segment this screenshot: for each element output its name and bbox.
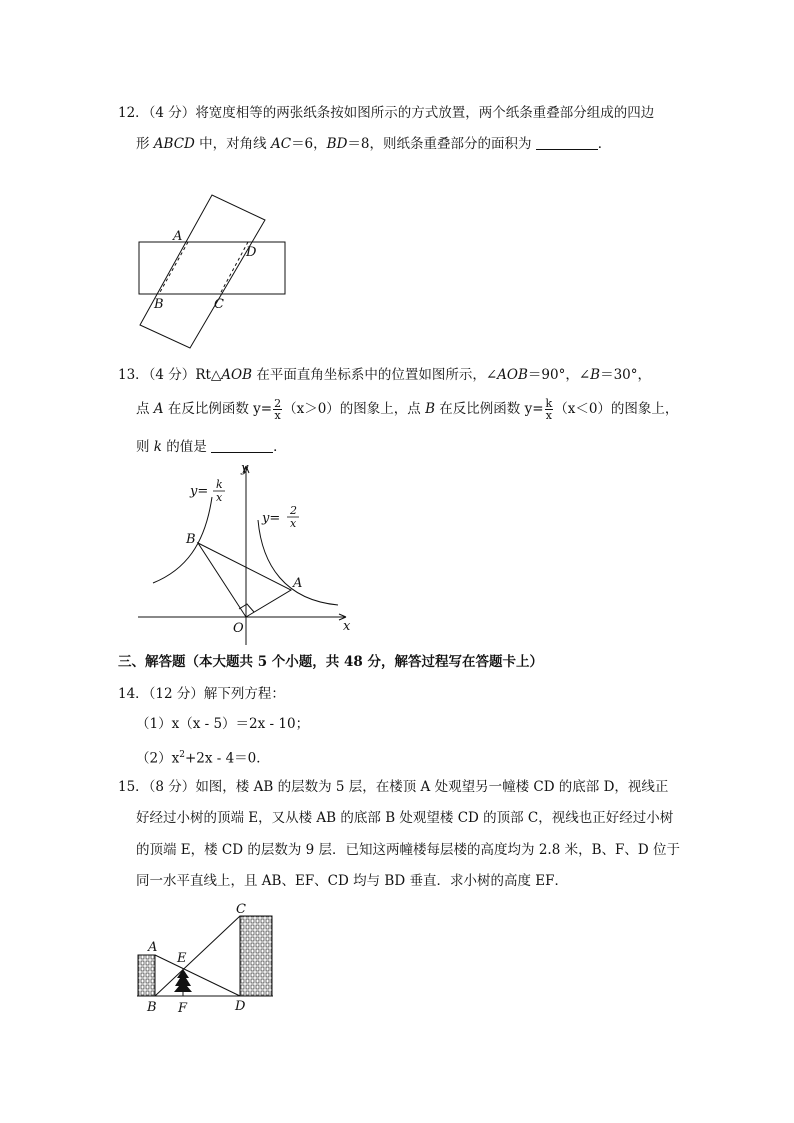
q13-x-axis-label: x <box>343 619 351 634</box>
q13-text: ＝30°， <box>600 367 652 383</box>
q14-part-1: （1）x（x - 5）＝2x - 10； <box>136 716 310 732</box>
q13-label-a: A <box>293 576 303 591</box>
q12-text: 中，对角线 <box>194 136 271 152</box>
q13-math: AOB <box>221 367 253 383</box>
frac-den: x <box>274 409 281 422</box>
q13-text: 在反比例函数 y= <box>435 401 544 417</box>
q12-label-a: A <box>173 229 183 244</box>
q14-text: +2x - 4＝0． <box>184 750 270 767</box>
q15-label-f: F <box>178 1001 188 1016</box>
q12-math: AC <box>270 136 292 152</box>
q14-exponent: 2 <box>179 750 185 760</box>
q13-text: （x＜0）的图象上， <box>554 401 679 417</box>
q13-eq1-den: x <box>216 491 223 504</box>
q12-text: ． <box>597 136 612 152</box>
q15-number: 15．（8 分） <box>118 779 196 795</box>
q13-text: 的值是 <box>161 439 212 455</box>
q15-label-c: C <box>236 902 246 917</box>
q15-label-b: B <box>147 1000 157 1015</box>
q13-math: B <box>425 401 435 417</box>
q12-text: 形 <box>136 136 154 152</box>
frac-den: x <box>545 409 552 422</box>
frac-num: 2 <box>274 397 282 410</box>
q15-line-4: 同一水平直线上，且 AB、EF、CD 均与 BD 垂直．求小树的高度 EF． <box>136 873 568 889</box>
q12-math: BD <box>326 136 348 152</box>
q15-line-2: 好经过小树的顶端 E，又从楼 AB 的底部 B 处观望楼 CD 的顶部 C，视线也正好经过小树 <box>136 810 674 826</box>
q13-text: ＝90°，∠ <box>527 367 591 383</box>
q13-text: 则 <box>136 439 154 455</box>
q13-y-axis-label: y <box>241 461 249 476</box>
q13-math: A <box>153 401 164 417</box>
q13-text: 在平面直角坐标系中的位置如图所示，∠ <box>252 367 498 383</box>
q12-text: ＝6， <box>291 136 327 152</box>
q12-text-1: 将宽度相等的两张纸条按如图所示的方式放置，两个纸条重叠部分组成的四边 <box>195 105 655 121</box>
q15-text: 如图，楼 AB 的层数为 5 层，在楼顶 A 处观望另一幢楼 CD 的底部 D，视线正 <box>195 779 669 795</box>
q13-eq1-lhs: y= <box>190 484 209 499</box>
q13-text: （x＞0）的图象上，点 <box>283 401 426 417</box>
q15-label-d: D <box>235 999 246 1014</box>
q13-text: 在反比例函数 y= <box>163 401 273 417</box>
q13-eq1-num: k <box>216 478 223 491</box>
q12-label-c: C <box>214 297 224 312</box>
q13-eq2-lhs: y= <box>262 511 281 526</box>
q13-text: Rt△ <box>195 367 222 383</box>
q12-math: ABCD <box>153 136 195 152</box>
q15-line-3: 的顶端 E，楼 CD 的层数为 9 层．已知这两幢楼每层楼的高度均为 2.8 米，B、F、D 位于 <box>136 842 681 858</box>
frac-num: k <box>545 397 553 410</box>
q12-text: ＝8，则纸条重叠部分的面积为 <box>347 136 536 152</box>
q13-label-o: O <box>233 621 244 636</box>
q13-eq2-den: x <box>290 517 297 530</box>
q13-text: 点 <box>136 401 154 417</box>
q12-label-d: D <box>246 245 257 260</box>
q13-number: 13．（4 分） <box>118 367 196 383</box>
q14-text: （2）x <box>136 750 180 767</box>
q15-label-a: A <box>148 940 158 955</box>
q15-label-e: E <box>177 951 187 966</box>
q13-math: k <box>153 439 162 455</box>
q13-text: ． <box>273 439 287 455</box>
section-3-heading: 三、解答题（本大题共 5 个小题，共 48 分，解答过程写在答题卡上） <box>118 654 543 670</box>
q13-math: B <box>590 367 601 383</box>
q12-number: 12．（4 分） <box>118 105 196 121</box>
q14-title: 14．（12 分）解下列方程： <box>118 686 285 702</box>
q12-label-b: B <box>154 297 164 312</box>
q13-math: AOB <box>497 367 528 383</box>
q13-label-b: B <box>186 532 196 547</box>
q13-eq2-num: 2 <box>290 504 297 517</box>
